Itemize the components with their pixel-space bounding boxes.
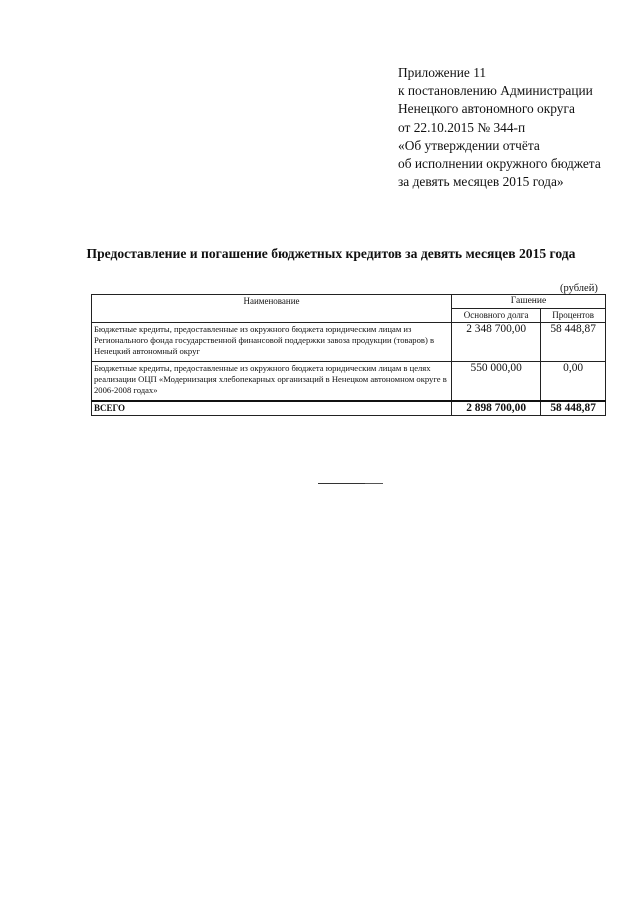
table-row (92, 323, 606, 362)
row-name: Бюджетные кредиты, предоставленные из окружного бюджета юридическим лицам из Регионального фонда государственной финансовой поддержки завоза продукции (товаров) в Ненецкий автономный округ (92, 323, 452, 362)
table-header-row (92, 295, 606, 309)
column-header-name: Наименование (92, 295, 452, 323)
appendix-line: от 22.10.2015 № 344-п (398, 119, 526, 135)
document-title: Предоставление и погашение бюджетных кредитов за девять месяцев 2015 года (86, 246, 576, 261)
end-divider-tail (365, 483, 383, 484)
row-principal: 2 348 700,00 (452, 323, 541, 362)
appendix-line: Приложение 11 (398, 65, 487, 80)
total-principal: 2 898 700,00 (452, 401, 541, 416)
column-header-principal: Основного долга (452, 309, 541, 323)
table-row (92, 362, 606, 402)
row-name: Бюджетные кредиты, предоставленные из окружного бюджета юридическим лицам в целях реализации ОЦП «Модернизация хлебопекарных организаций в Ненецком автономном округе в 2006-2008 годах» (92, 362, 452, 402)
appendix-line: к постановлению Администрации (398, 83, 593, 99)
end-divider (318, 483, 368, 484)
credits-table (91, 294, 606, 416)
column-header-interest: Процентов (541, 309, 606, 323)
total-label: ВСЕГО (92, 401, 452, 416)
appendix-line: об исполнении окружного бюджета (398, 156, 601, 172)
table-total-row (92, 401, 606, 416)
unit-label: (рублей) (560, 283, 598, 294)
appendix-line: за девять месяцев 2015 года» (398, 174, 564, 190)
column-group-header: Гашение (452, 295, 606, 309)
row-principal: 550 000,00 (452, 362, 541, 402)
row-interest: 0,00 (541, 362, 606, 402)
total-interest: 58 448,87 (541, 401, 606, 416)
appendix-line: Ненецкого автономного округа (398, 101, 575, 117)
row-interest: 58 448,87 (541, 323, 606, 362)
appendix-note (398, 64, 628, 191)
appendix-line: «Об утверждении отчёта (398, 137, 540, 153)
